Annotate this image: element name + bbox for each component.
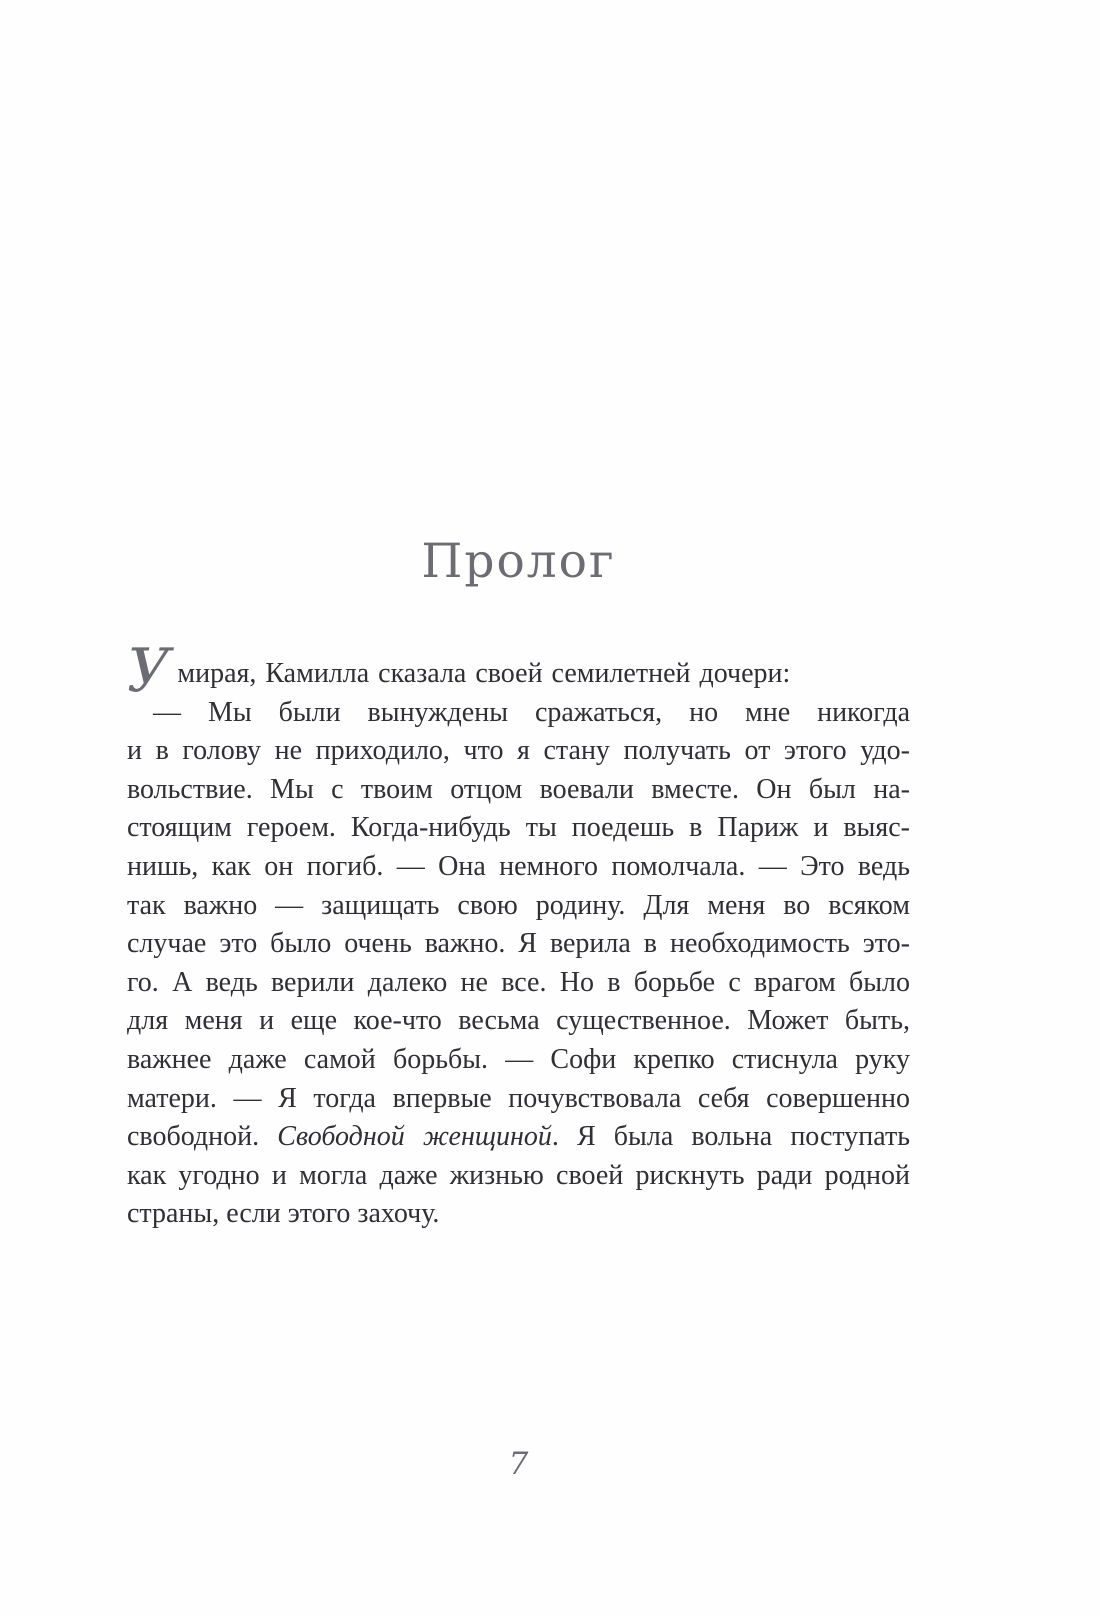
- paragraph-main: [127, 694, 910, 1234]
- text-line: [127, 694, 910, 733]
- text-segment: как угодно и могла даже жизнью своей рискнуть ради родной: [127, 1159, 910, 1191]
- text-line: [127, 771, 910, 810]
- text-segment: матери. — Я тогда впервые почувствовала себя совершенно: [127, 1082, 910, 1114]
- text-line: [127, 1002, 910, 1041]
- text-line: [127, 809, 910, 848]
- body-text: [127, 636, 910, 1234]
- emphasized-text: Свободной женщиной: [277, 1121, 552, 1153]
- text-line: [127, 925, 910, 964]
- paragraph-opening: Умирая, Камилла сказала своей семилетней дочери:: [127, 636, 791, 706]
- page-number: 7: [508, 1446, 529, 1482]
- text-segment: го. А ведь верили далеко не все. Но в борьбе с врагом было: [127, 966, 910, 998]
- opening-line: мирая, Камилла сказала своей семилетней дочери:: [177, 658, 791, 689]
- text-line: [127, 887, 910, 926]
- text-segment: — Мы были вынуждены сражаться, но мне никогда: [153, 696, 910, 728]
- text-line: [127, 1195, 910, 1234]
- text-segment: страны, если этого захочу.: [127, 1198, 440, 1230]
- text-segment: случае это было очень важно. Я верила в необходимость это-: [127, 928, 910, 960]
- text-segment: важнее даже самой борьбы. — Софи крепко стиснула руку: [127, 1043, 910, 1075]
- text-segment: . Я была вольна поступать: [551, 1121, 910, 1153]
- text-segment: свободной.: [127, 1121, 278, 1153]
- text-segment: и в голову не приходило, что я стану получать от этого удо-: [127, 735, 910, 767]
- text-line: [127, 732, 910, 771]
- text-segment: для меня и еще кое-что весьма существенное. Может быть,: [127, 1005, 910, 1037]
- text-line: [127, 1041, 910, 1080]
- text-line: [127, 848, 910, 887]
- text-line: [127, 964, 910, 1003]
- text-line: [127, 1157, 910, 1196]
- text-segment: вольствие. Мы с твоим отцом воевали вместе. Он был на-: [127, 773, 910, 805]
- text-line: [127, 1118, 910, 1157]
- text-segment: стоящим героем. Когда-нибудь ты поедешь в Париж и выяс-: [127, 812, 910, 844]
- chapter-title: Пролог: [421, 534, 616, 589]
- text-segment: нишь, как он погиб. — Она немного помолчала. — Это ведь: [127, 850, 910, 882]
- text-line: [127, 1080, 910, 1119]
- text-segment: так важно — защищать свою родину. Для меня во всяком: [127, 889, 910, 921]
